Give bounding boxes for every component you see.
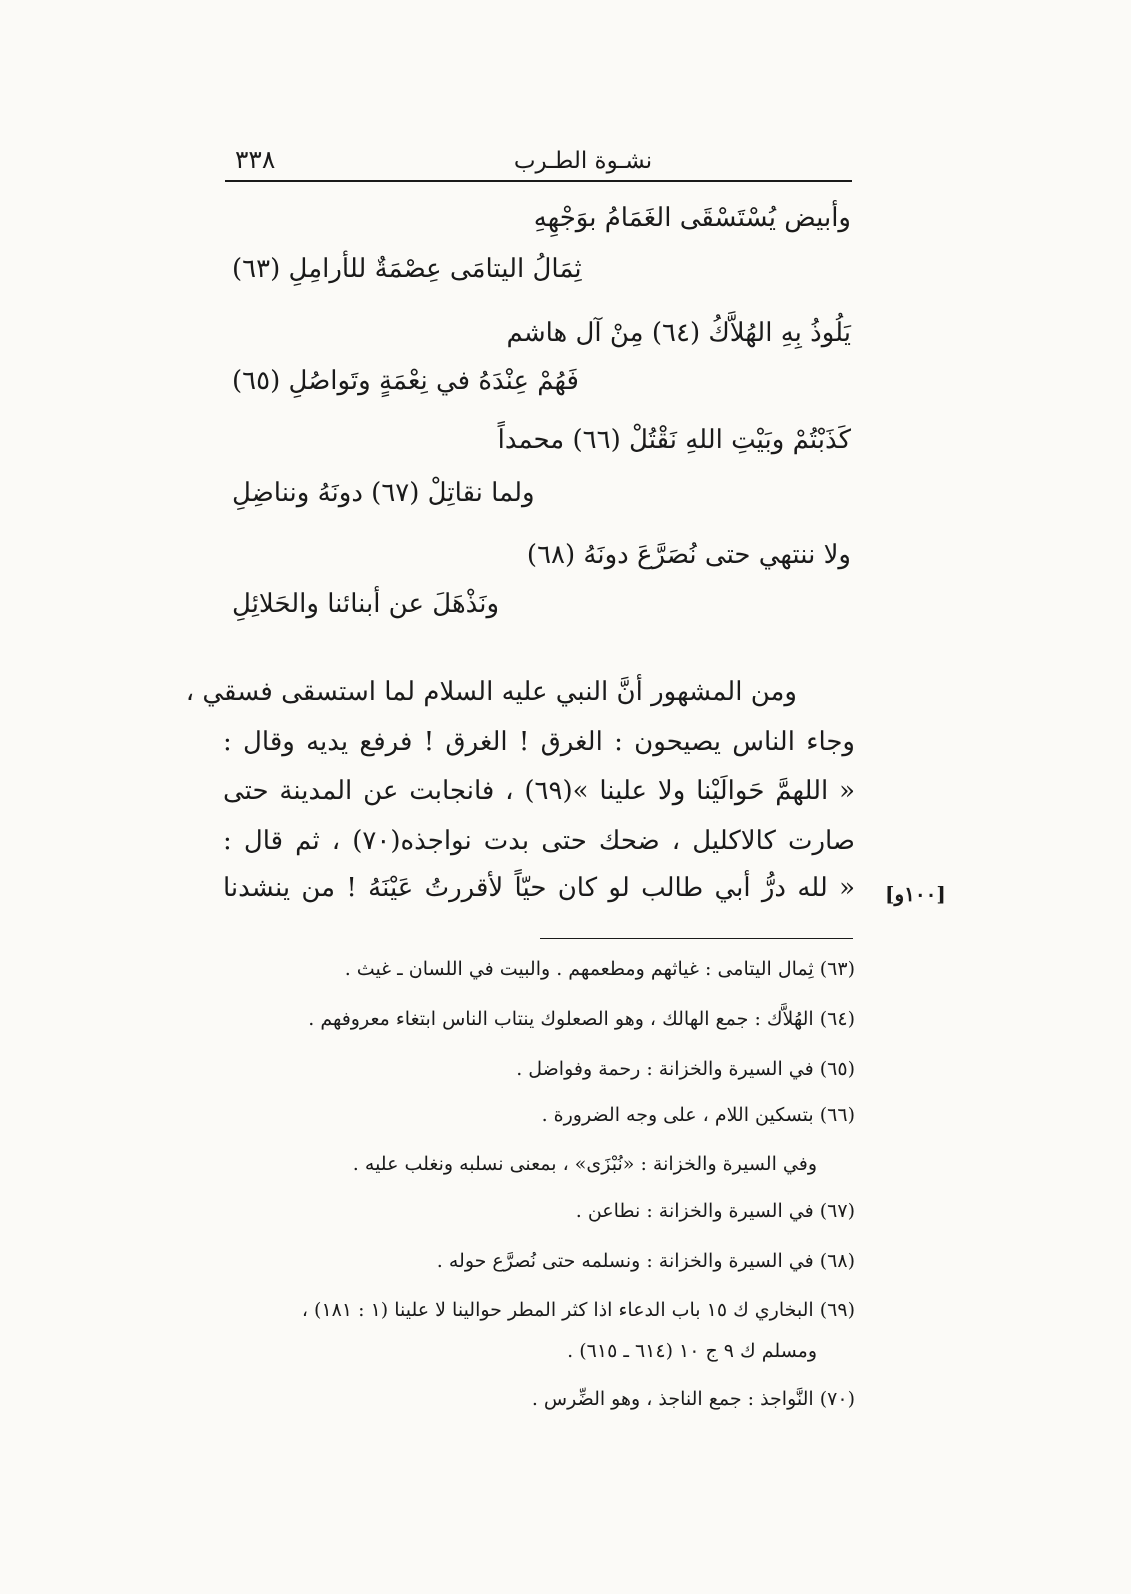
verse-4-first-hemistich: ولا ننتهي حتى نُصَرَّعَ دونَهُ (٦٨)	[526, 540, 851, 570]
footnote-68: (٦٨) في السيرة والخزانة : ونسلمه حتى نُصرَّع حوله .	[436, 1250, 855, 1272]
prose-line: « اللهمَّ حَوالَيْنا ولا علينا »(٦٩) ، فانجابت عن المدينة حتى	[223, 776, 855, 806]
verse-2-second-hemistich: فَهُمْ عِنْدَهُ في نِعْمَةٍ وتَواصُلِ (٦٥)	[232, 366, 579, 396]
footnote-64: (٦٤) الهُلاَّك : جمع الهالك ، وهو الصعلوك ينتاب الناس ابتغاء معروفهم .	[308, 1008, 855, 1030]
verse-1-first-hemistich: وأبيض يُسْتَسْقَى الغَمَامُ بوَجْهِهِ	[533, 203, 851, 233]
verse-3-first-hemistich: كَذَبْتُمْ وبَيْتِ اللهِ نَقْتُلْ (٦٦) محمداً	[497, 425, 851, 455]
page-number: ٣٣٨	[235, 145, 276, 174]
prose-line: ومن المشهور أنَّ النبي عليه السلام لما استسقى فسقي ،	[185, 677, 797, 707]
footnote-70: (٧٠) النَّواجذ : جمع الناجذ ، وهو الضِّرس .	[531, 1388, 855, 1410]
running-title: نشـوة الطـرب	[513, 148, 653, 174]
footnote-66-continuation: وفي السيرة والخزانة : «نُبْزَى» ، بمعنى نسلبه ونغلب عليه .	[352, 1153, 817, 1175]
verse-4-second-hemistich: ونَذْهَلَ عن أبنائنا والحَلائِلِ	[232, 589, 500, 619]
footnote-separator	[540, 938, 853, 939]
footnote-69: (٦٩) البخاري ك ١٥ باب الدعاء اذا كثر المطر حوالينا لا علينا (١ : ١٨١) ،	[301, 1299, 855, 1321]
footnote-63: (٦٣) ثِمال اليتامى : غياثهم ومطعمهم . والبيت في اللسان ـ غيث .	[344, 958, 855, 980]
folio-margin-note: [١٠٠و]	[885, 882, 946, 906]
page-header	[225, 142, 852, 182]
prose-line: « لله درُّ أبي طالب لو كان حيّاً لأقررتُ عَيْنَهُ ! من ينشدنا	[223, 873, 855, 903]
footnote-67: (٦٧) في السيرة والخزانة : نطاعن .	[575, 1200, 855, 1222]
prose-line: صارت كالاكليل ، ضحك حتى بدت نواجذه(٧٠) ، ثم قال :	[223, 826, 855, 856]
footnote-66: (٦٦) بتسكين اللام ، على وجه الضرورة .	[541, 1104, 855, 1126]
footnote-69-continuation: ومسلم ك ٩ ج ١٠ (٦١٤ ـ ٦١٥) .	[567, 1340, 817, 1362]
prose-line: وجاء الناس يصيحون : الغرق ! الغرق ! فرفع يديه وقال :	[223, 727, 855, 757]
verse-1-second-hemistich: ثِمَالُ اليتامَى عِصْمَةٌ للأرامِلِ (٦٣)	[232, 254, 582, 284]
verse-3-second-hemistich: ولما نقاتِلْ (٦٧) دونَهُ ونناضِلِ	[232, 478, 535, 508]
verse-2-first-hemistich: يَلُوذُ بِهِ الهُلاَّكُ (٦٤) مِنْ آل هاشم	[506, 318, 851, 348]
footnote-65: (٦٥) في السيرة والخزانة : رحمة وفواضل .	[516, 1058, 855, 1080]
